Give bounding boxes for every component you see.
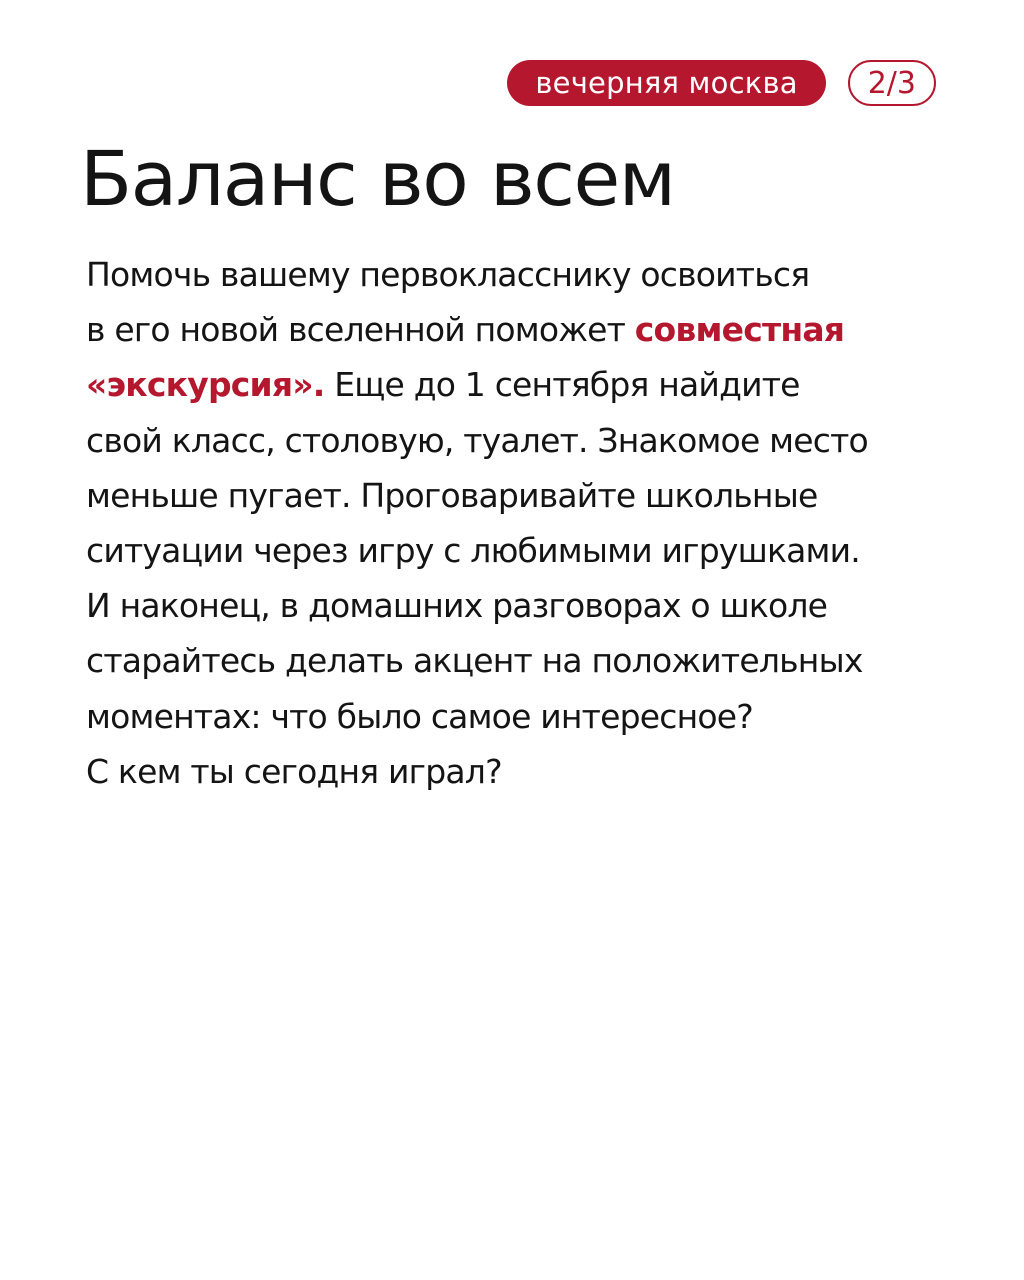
- page-title: Баланс во всем: [80, 134, 675, 223]
- body-line-8: старайтесь делать акцент на положительных: [86, 641, 863, 681]
- body-line-2: [86, 302, 966, 357]
- body-line-9: моментах: что было самое интересное?: [86, 696, 753, 736]
- body-line-6: ситуации через игру с любимыми игрушками.: [86, 531, 860, 571]
- body-line-10: С кем ты сегодня играл?: [86, 751, 502, 791]
- page-indicator: 2/3: [848, 60, 936, 106]
- header: [507, 60, 936, 106]
- body-line-4: свой класс, столовую, туалет. Знакомое место: [86, 420, 868, 460]
- body-line-1: Помочь вашему первокласснику освоиться: [86, 255, 810, 294]
- body-line-2-text: в его новой вселенной поможет: [86, 310, 635, 350]
- brand-badge: вечерняя москва: [507, 60, 825, 106]
- body-line-5: меньше пугает. Проговаривайте школьные: [86, 475, 818, 515]
- body-line-3-text: Еще до 1 сентября найдите: [324, 365, 800, 405]
- body-line-3: [86, 357, 966, 412]
- accent-phrase-part-2: «экскурсия».: [86, 365, 325, 405]
- body-line-7: И наконец, в домашних разговорах о школе: [86, 586, 828, 626]
- accent-phrase-part-1: совместная: [634, 310, 845, 350]
- body-paragraph: [86, 247, 966, 799]
